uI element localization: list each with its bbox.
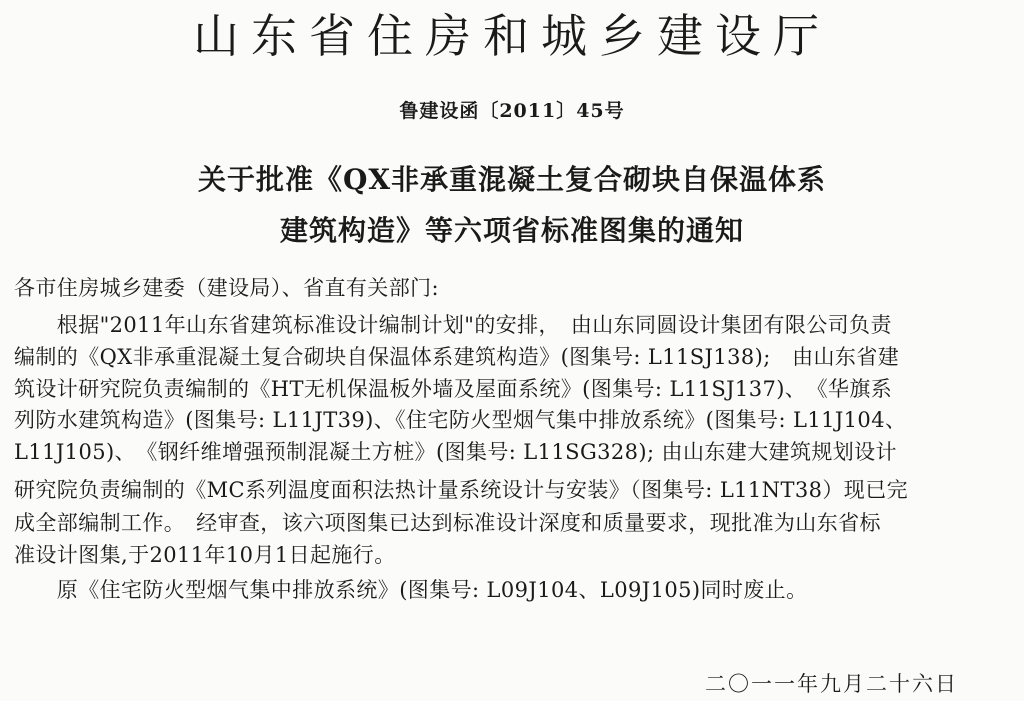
body-text-line: L11J105)、 《钢纤维增强预制混凝土方桩》(图集号: L11SG328); 由山东建大建筑规划设计 bbox=[14, 440, 897, 464]
body-text-line: 编制的《QX非承重混凝土复合砌块自保温体系建筑构造》(图集号: L11SJ138); 由山东省建 bbox=[14, 345, 900, 369]
notice-title-line-1: 关于批准《QX非承重混凝土复合砌块自保温体系 bbox=[197, 163, 827, 196]
notice-title-line-2: 建筑构造》等六项省标准图集的通知 bbox=[279, 214, 744, 247]
body-text-line: 筑设计研究院负责编制的《HT无机保温板外墙及屋面系统》(图集号: L11SJ137)、 《华旗系 bbox=[14, 377, 893, 401]
agency-header: 山东省住房和城乡建设厅 bbox=[193, 9, 831, 63]
document-number: 鲁建设函〔2011〕45号 bbox=[399, 100, 625, 122]
repeal-notice-line: 原《住宅防火型烟气集中排放系统》(图集号: L09J104、L09J105)同时废止。 bbox=[14, 578, 808, 602]
issue-date: 二〇一一年九月二十六日 bbox=[705, 672, 958, 696]
body-text-line: 研究院负责编制的《MC系列温度面积法热计量系统设计与安装》（图集号: L11NT38）现已完 bbox=[14, 478, 908, 502]
body-text-line: 成全部编制工作。 经审查，该六项图集已达到标准设计深度和质量要求，现批准为山东省标 bbox=[14, 511, 881, 535]
body-text-line: 准设计图集,于2011年10月1日起施行。 bbox=[14, 543, 396, 567]
body-text-line: 根据"2011年山东省建筑标准设计编制计划"的安排， 由山东同圆设计集团有限公司负责 bbox=[14, 313, 892, 337]
salutation-line: 各市住房城乡建委（建设局）、省直有关部门: bbox=[14, 276, 439, 300]
body-text-line: 列防水建筑构造》(图集号: L11JT39)、《住宅防火型烟气集中排放系统》(图集号: L11J104、 bbox=[14, 408, 907, 432]
